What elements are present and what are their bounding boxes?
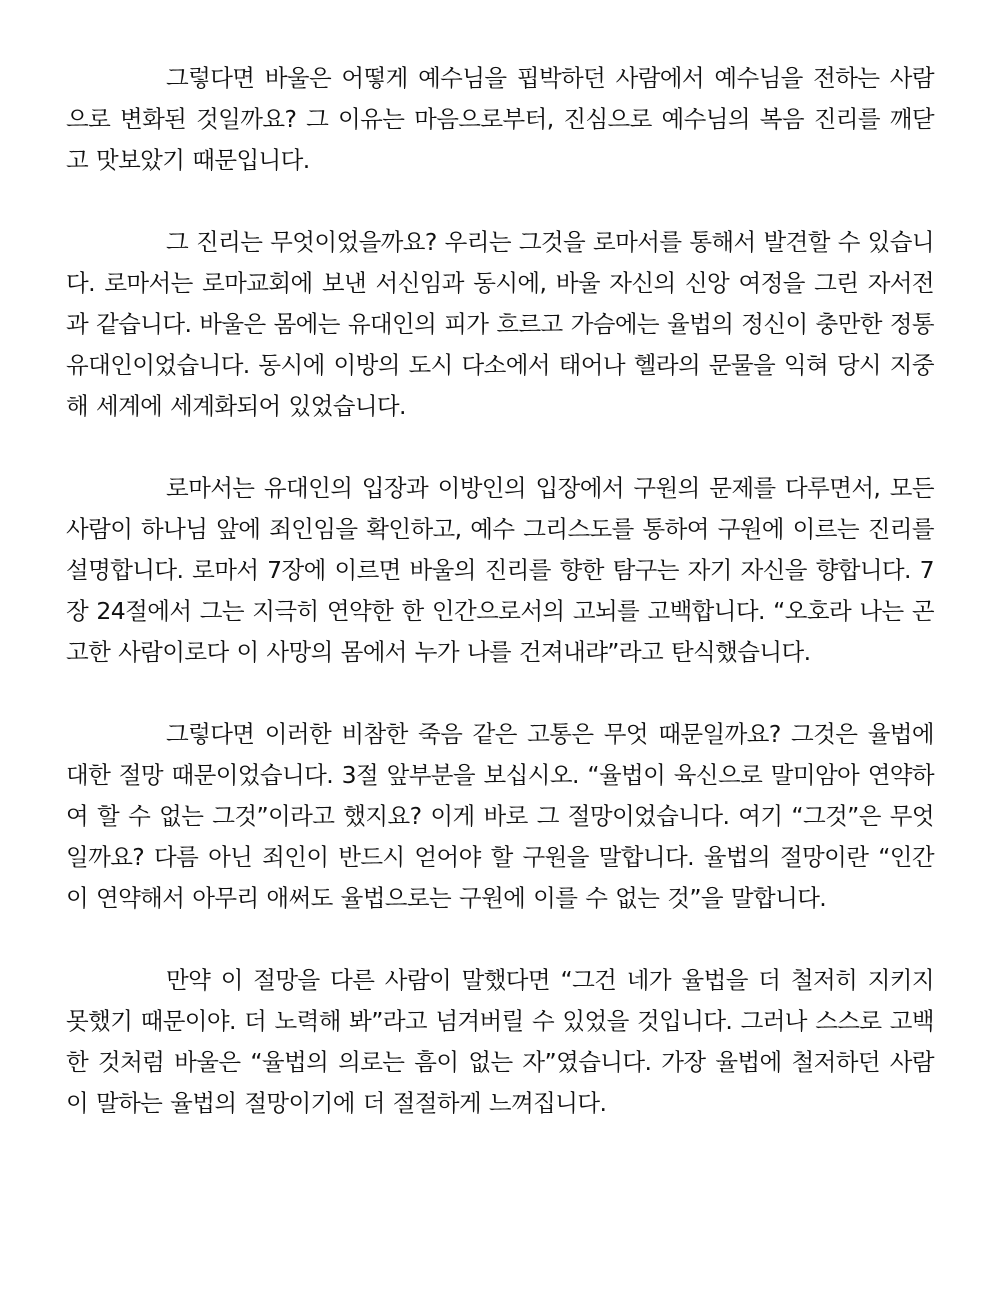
paragraph-1: 그렇다면 바울은 어떻게 예수님을 핍박하던 사람에서 예수님을 전하는 사람으로 변화된 것일까요? 그 이유는 마음으로부터, 진심으로 예수님의 복음 진리를 깨닫고 맛보았기 때문입니다. bbox=[66, 64, 934, 174]
paragraph-4: 그렇다면 이러한 비참한 죽음 같은 고통은 무엇 때문일까요? 그것은 율법에 대한 절망 때문이었습니다. 3절 앞부분을 보십시오. “율법이 육신으로 말미암아 연약하여 할 수 없는 그것”이라고 했지요? 이게 바로 그 절망이었습니다. 여기 “그것”은 무엇일까요? 다름 아닌 죄인이 반드시 얻어야 할 구원을 말합니다. 율법의 절망이란 “인간이 연약해서 아무리 애써도 율법으로는 구원에 이를 수 없는 것”을 말합니다. bbox=[66, 720, 934, 912]
paragraph-2: 그 진리는 무엇이었을까요? 우리는 그것을 로마서를 통해서 발견할 수 있습니다. 로마서는 로마교회에 보낸 서신임과 동시에, 바울 자신의 신앙 여정을 그린 자서전과 같습니다. 바울은 몸에는 유대인의 피가 흐르고 가슴에는 율법의 정신이 충만한 정통 유대인이었습니다. 동시에 이방의 도시 다소에서 태어나 헬라의 문물을 익혀 당시 지중해 세계에 세계화되어 있었습니다. bbox=[66, 228, 934, 420]
paragraph-5: 만약 이 절망을 다른 사람이 말했다면 “그건 네가 율법을 더 철저히 지키지 못했기 때문이야. 더 노력해 봐”라고 넘겨버릴 수 있었을 것입니다. 그러나 스스로 고백한 것처럼 바울은 “율법의 의로는 흠이 없는 자”였습니다. 가장 율법에 철저하던 사람이 말하는 율법의 절망이기에 더 절절하게 느껴집니다. bbox=[66, 966, 934, 1117]
paragraph-3: 로마서는 유대인의 입장과 이방인의 입장에서 구원의 문제를 다루면서, 모든 사람이 하나님 앞에 죄인임을 확인하고, 예수 그리스도를 통하여 구원에 이르는 진리를 설명합니다. 로마서 7장에 이르면 바울의 진리를 향한 탐구는 자기 자신을 향합니다. 7장 24절에서 그는 지극히 연약한 한 인간으로서의 고뇌를 고백합니다. “오호라 나는 곤고한 사람이로다 이 사망의 몸에서 누가 나를 건져내랴”라고 탄식했습니다. bbox=[66, 474, 934, 666]
document-page bbox=[66, 58, 934, 1165]
